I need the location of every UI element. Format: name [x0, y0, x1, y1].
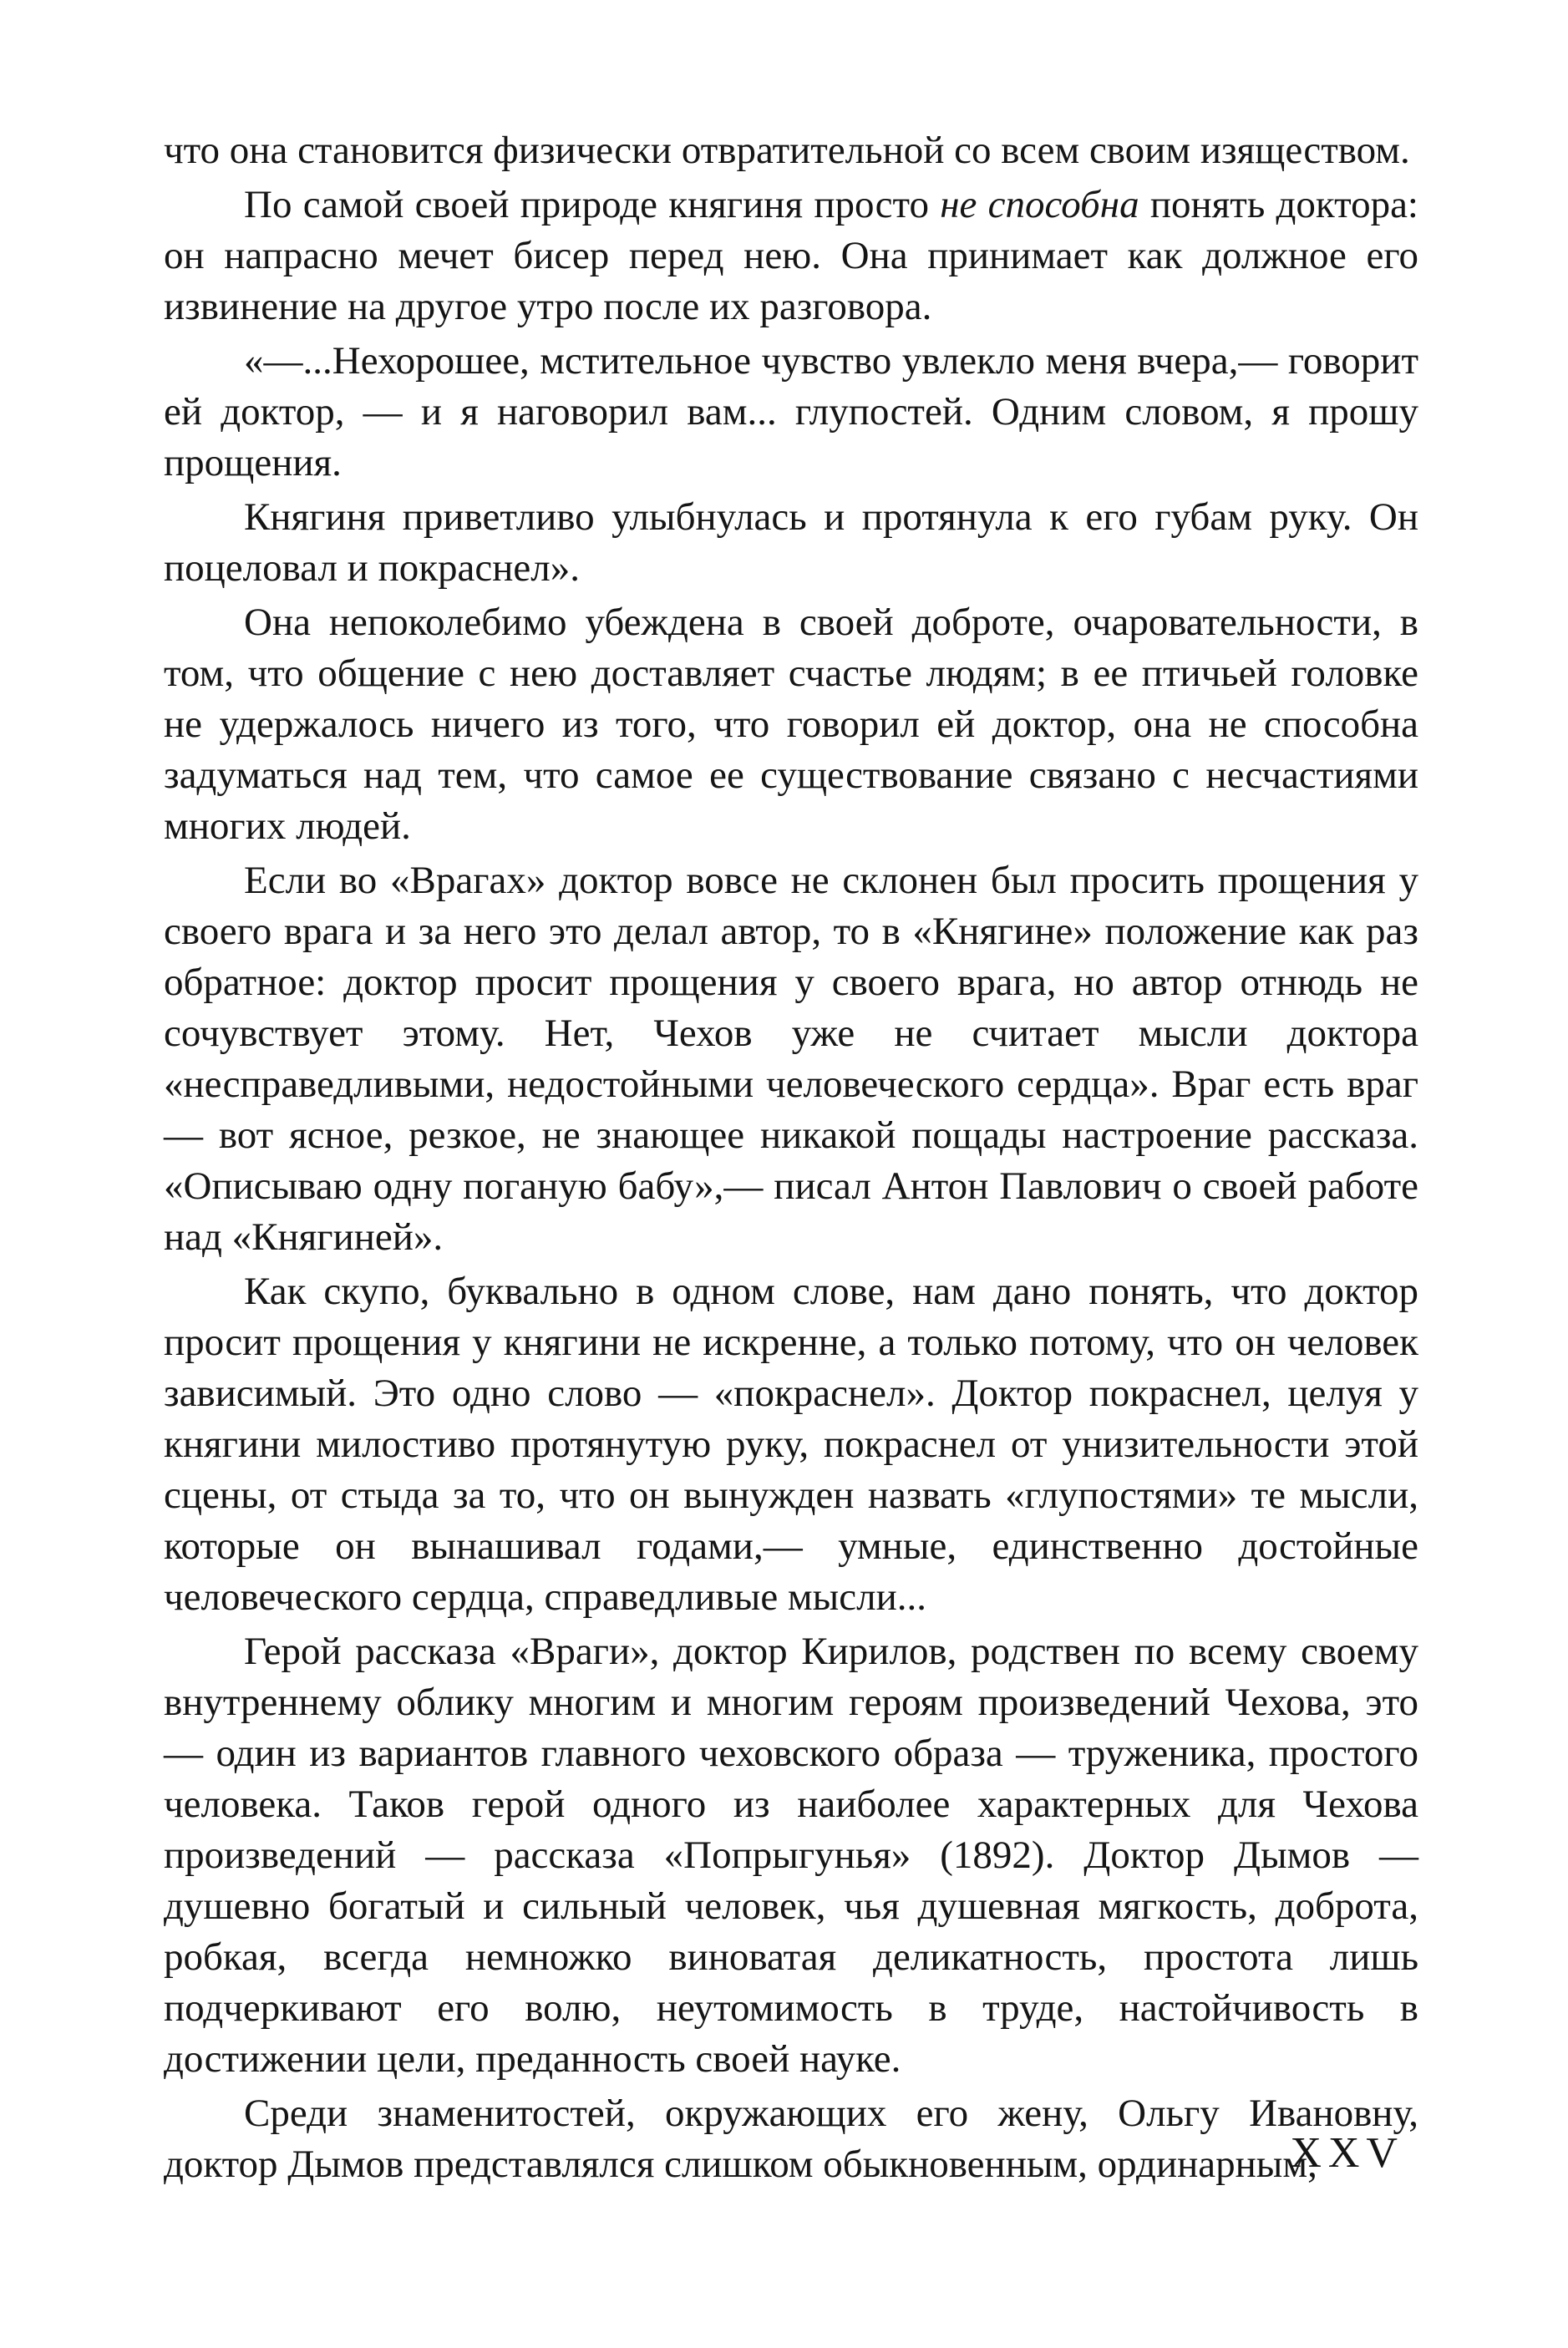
italic-emphasis: не способна [940, 183, 1139, 226]
paragraph-6 [164, 855, 1418, 1263]
paragraph-2 [164, 180, 1418, 332]
paragraph-text: понять доктора: он напрасно мечет бисер перед нею. Она принимает как должное его извинение на другое утро после их разговора. [164, 183, 1418, 328]
paragraph-text: Княгиня приветливо улыбнулась и протянула к его губам руку. Он поцеловал и покраснел». [164, 495, 1418, 590]
paragraph-text: По самой своей природе княгиня просто [244, 183, 941, 226]
paragraph-9 [164, 2088, 1418, 2190]
paragraph-1 [164, 125, 1418, 176]
paragraph-text: Как скупо, буквально в одном слове, нам дано понять, что доктор просит прощения у княгини не искренне, а только потому, что он человек зависимый. Это одно слово — «покраснел». Доктор покраснел, целуя у княгини милостиво протянутую руку, покраснел от унизительности этой сцены, от стыда за то, что он вынужден назвать «глупостями» те мысли, которые он вынашивал годами,— умные, единственно достойные человеческого сердца, справедливые мысли... [164, 1270, 1418, 1619]
paragraph-4-quote [164, 492, 1418, 594]
paragraph-5 [164, 597, 1418, 852]
paragraph-text: Если во «Врагах» доктор вовсе не склонен был просить прощения у своего врага и за него это делал автор, то в «Княгине» положение как раз обратное: доктор просит прощения у своего врага, но автор отнюдь не сочувствует этому. Нет, Чехов уже не считает мысли доктора «несправедливыми, недостойными человеческого сердца». Враг есть враг — вот ясное, резкое, не знающее никакой пощады настроение рассказа. «Описываю одну поганую бабу»,— писал Антон Павлович о своей работе над «Княгиней». [164, 859, 1418, 1259]
paragraph-text: Она непоколебимо убеждена в своей доброте, очаровательности, в том, что общение с нею доставляет счастье людям; в ее птичьей головке не удержалось ничего из того, что говорил ей доктор, она не способна задуматься над тем, что самое ее существование связано с несчастиями многих людей. [164, 601, 1418, 848]
page-number: XXV [1290, 2129, 1404, 2177]
paragraph-text: что она становится физически отвратительной со всем своим изяществом. [164, 129, 1410, 172]
paragraph-8 [164, 1626, 1418, 2085]
paragraph-text: Среди знаменитостей, окружающих его жену, Ольгу Ивановну, доктор Дымов представлялся слишком обыкновенным, ординарным, [164, 2092, 1418, 2186]
paragraph-7 [164, 1266, 1418, 1623]
paragraph-3-quote [164, 336, 1418, 489]
paragraph-text: Герой рассказа «Враги», доктор Кирилов, родствен по всему своему внутреннему облику многим и многим героям произведений Чехова, это — один из вариантов главного чеховского образа — труженика, простого человека. Таков герой одного из наиболее характерных для Чехова произведений — рассказа «Попрыгунья» (1892). Доктор Дымов — душевно богатый и сильный человек, чья душевная мягкость, доброта, робкая, всегда немножко виноватая деликатность, простота лишь подчеркивают его волю, неутомимость в труде, настойчивость в достижении цели, преданность своей науке. [164, 1630, 1418, 2081]
page-text [164, 125, 1418, 2190]
paragraph-text: «—...Нехорошее, мстительное чувство увлекло меня вчера,— говорит ей доктор, — и я наговорил вам... глупостей. Одним словом, я прошу прощения. [164, 339, 1418, 484]
